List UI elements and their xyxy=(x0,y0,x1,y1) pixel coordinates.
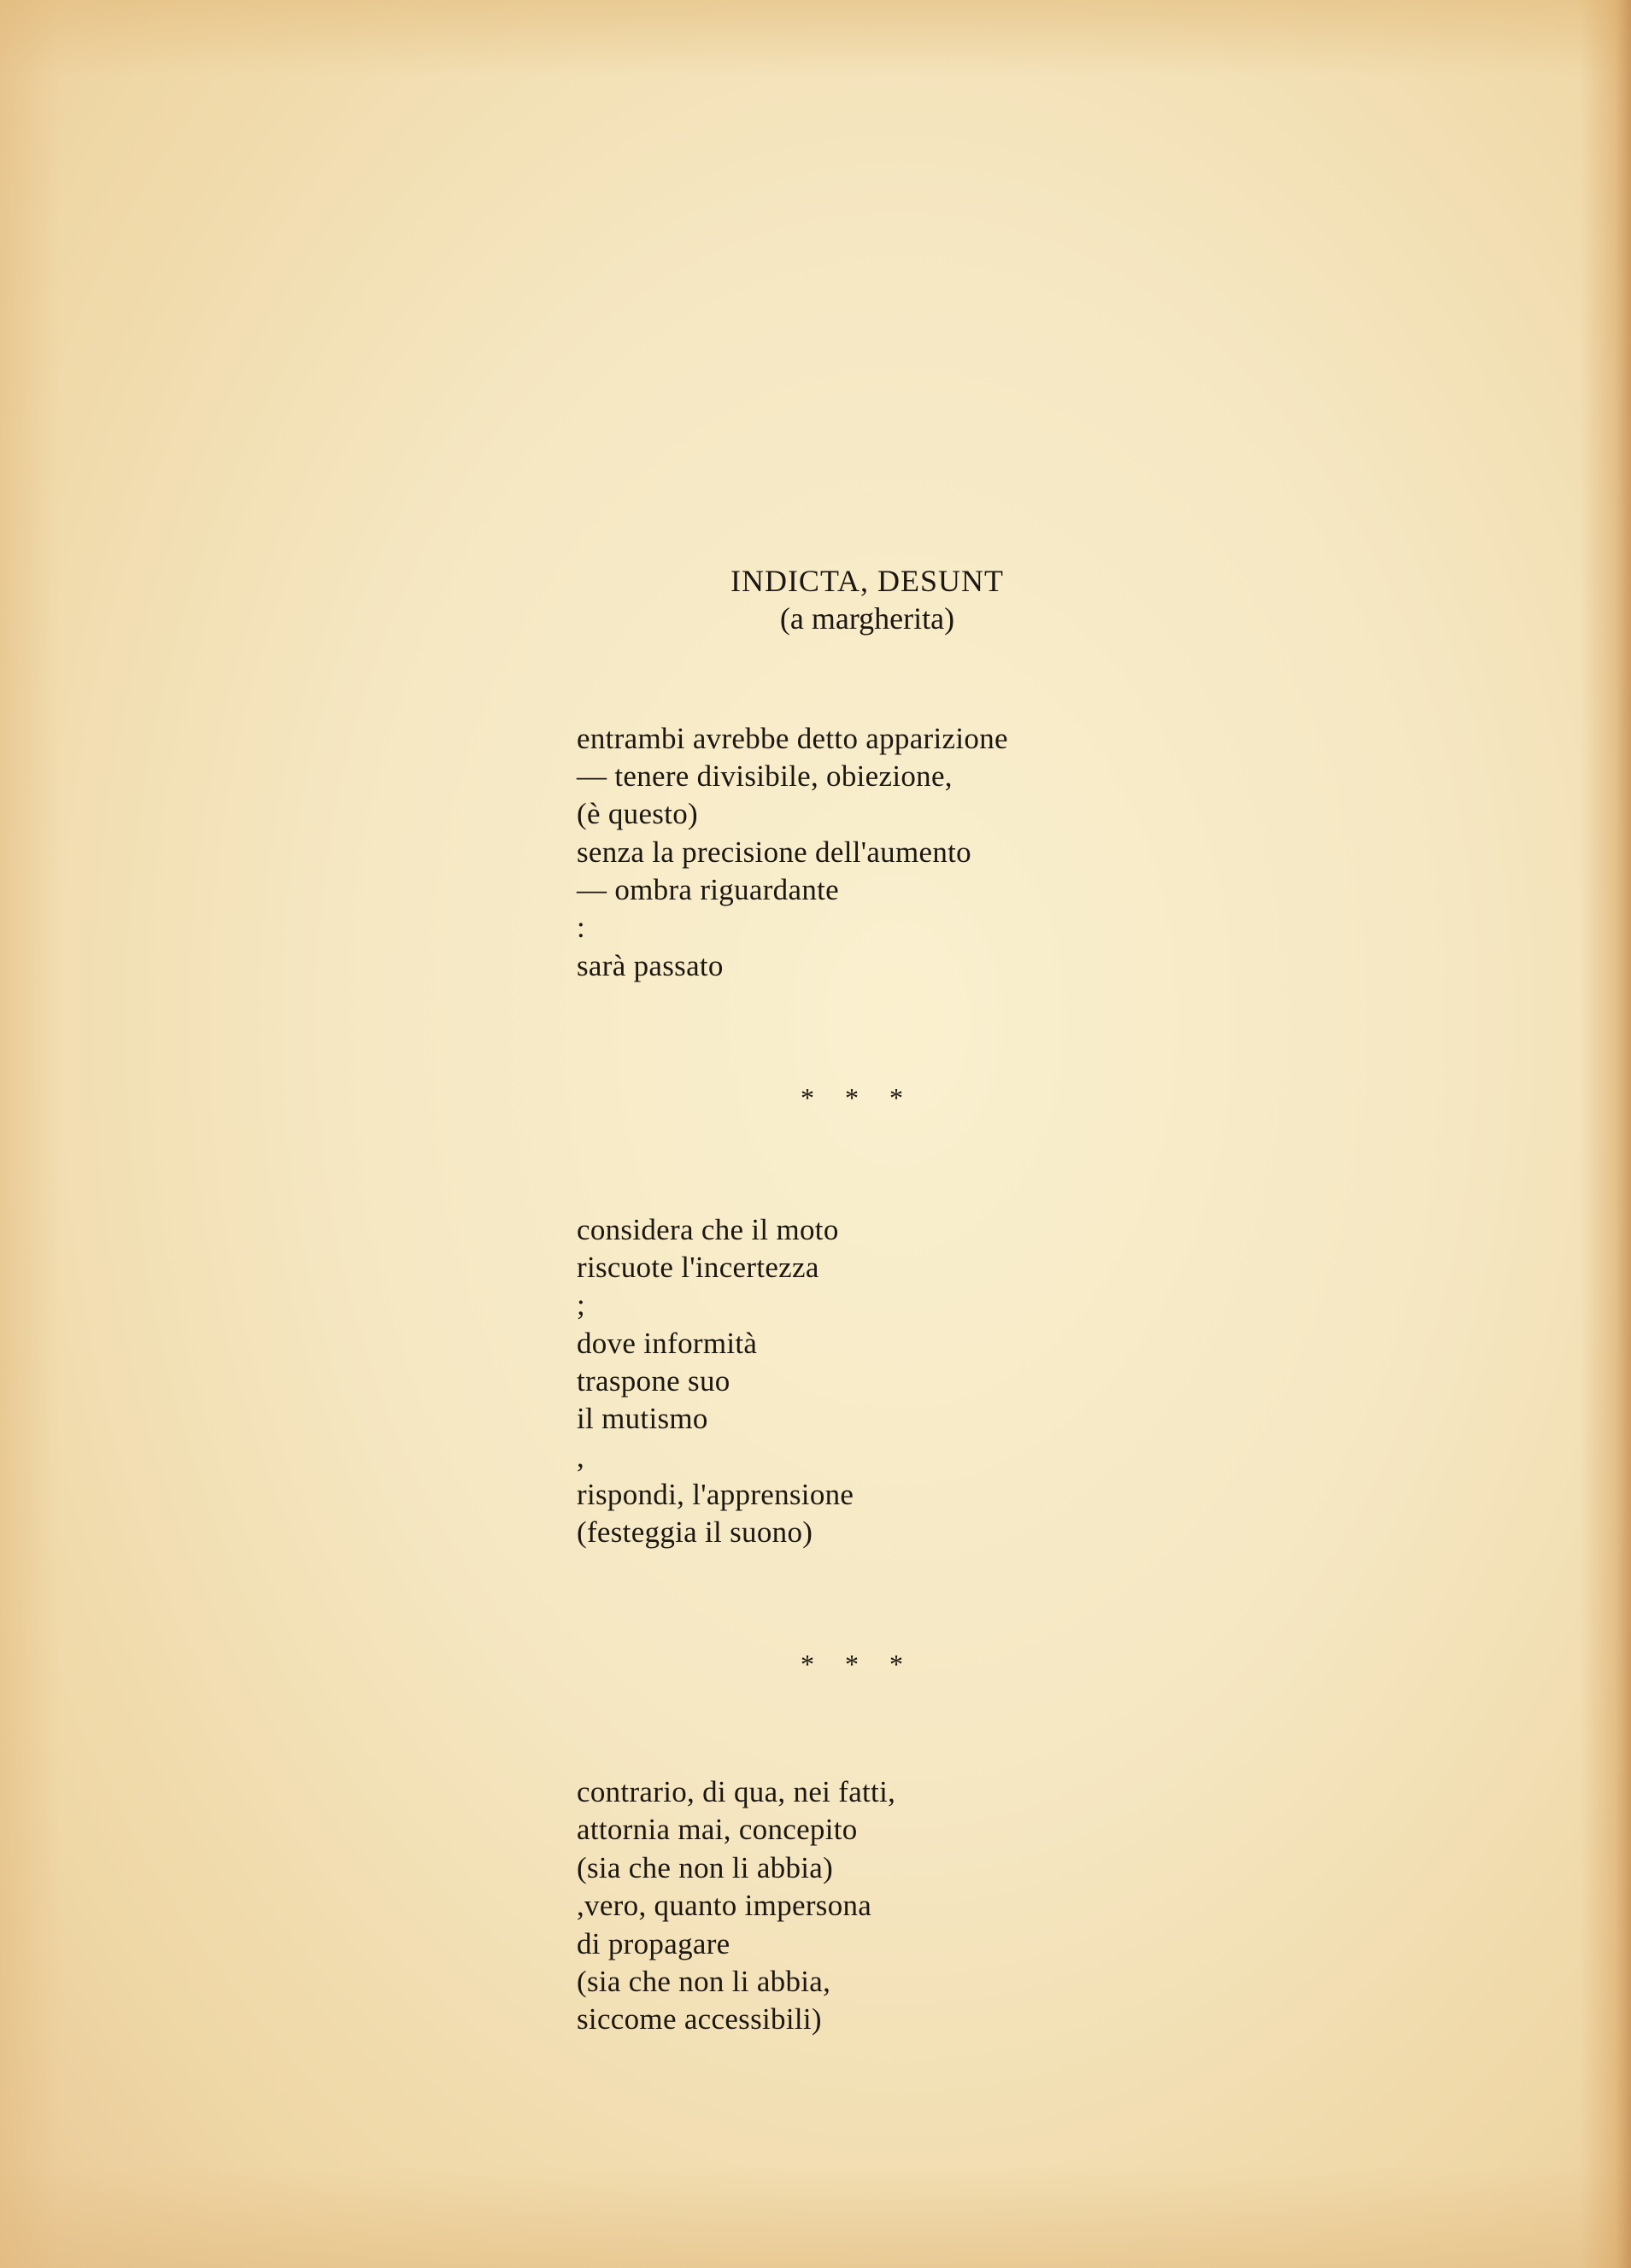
page-shadow-left xyxy=(0,0,60,2268)
poem-line: traspone suo xyxy=(577,1364,730,1398)
poem-line: (sia che non li abbia, xyxy=(577,1965,831,1998)
page-shadow-top xyxy=(0,0,1631,77)
poem-line: ; xyxy=(577,1288,586,1322)
page-edge-right xyxy=(1580,0,1631,2268)
poem-line: considera che il moto xyxy=(577,1213,839,1246)
poem-title: INDICTA, DESUNT xyxy=(730,564,1005,598)
poem-line: rispondi, l'apprensione xyxy=(577,1478,854,1511)
poem-line: : xyxy=(577,911,586,944)
poem-line: — tenere divisibile, obiezione, xyxy=(577,759,953,793)
poem-dedication: (a margherita) xyxy=(779,601,955,636)
poem-line: attornia mai, concepito xyxy=(577,1813,858,1846)
poem-heading xyxy=(577,562,1158,637)
poem-line: ,vero, quanto impersona xyxy=(577,1889,872,1922)
poem-line: il mutismo xyxy=(577,1402,708,1435)
poem-line: , xyxy=(577,1440,585,1474)
poem-line: sarà passato xyxy=(577,949,724,982)
poem-line: senza la precisione dell'aumento xyxy=(577,835,971,869)
poem-line: entrambi avrebbe detto apparizione xyxy=(577,722,1008,755)
poem-line: riscuote l'incertezza xyxy=(577,1251,819,1284)
poem-line: (è questo) xyxy=(577,797,698,830)
poem-line: contrario, di qua, nei fatti, xyxy=(577,1775,896,1808)
section-separator: * * * xyxy=(801,1082,915,1113)
poem-line: — ombra riguardante xyxy=(577,873,839,906)
poem-line: di propagare xyxy=(577,1927,730,1960)
poem-line: siccome accessibili) xyxy=(577,2002,822,2036)
poem-line: (sia che non li abbia) xyxy=(577,1851,834,1884)
page-shadow-bottom xyxy=(0,2165,1631,2268)
poem-line: (festeggia il suono) xyxy=(577,1515,813,1549)
section-separator: * * * xyxy=(801,1649,915,1679)
poem-line: dove informità xyxy=(577,1327,758,1360)
